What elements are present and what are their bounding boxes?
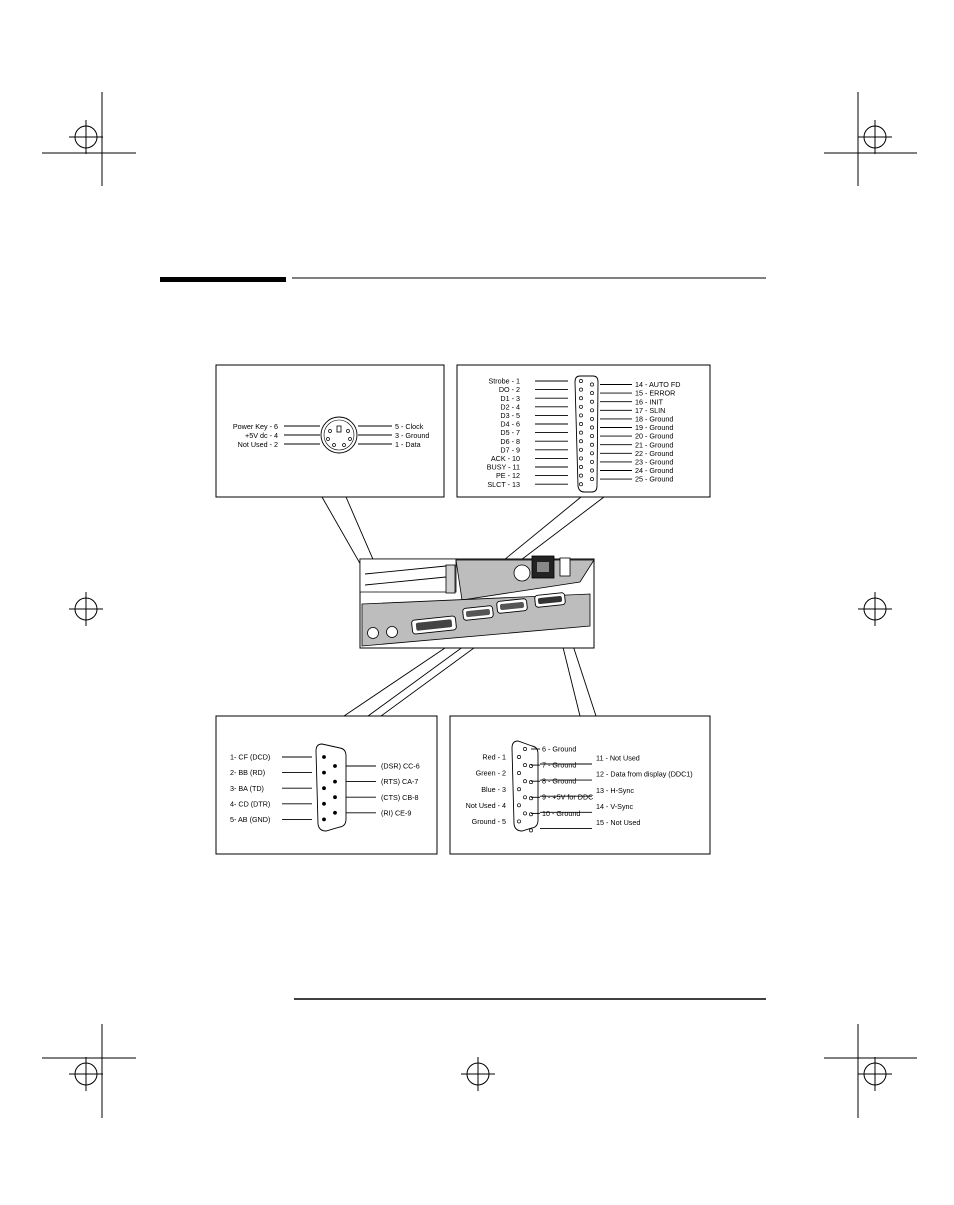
parallel-left-pin-label: D1 - 3 — [500, 393, 520, 403]
serial-left-pin-label: 5- AB (GND) — [230, 815, 271, 824]
parallel-right-pin-label: 19 - Ground — [635, 423, 674, 433]
parallel-right-pin-label: 20 - Ground — [635, 431, 674, 441]
serial-pin — [322, 802, 326, 806]
vga-right-pin-label: 13 - H-Sync — [596, 785, 634, 795]
parallel-left-pin-label: PE - 12 — [496, 471, 520, 481]
parallel-right-pin-label: 24 - Ground — [635, 466, 674, 476]
serial-pin — [333, 780, 337, 784]
serial-left-pin-label: 1- CF (DCD) — [230, 752, 271, 762]
parallel-right-pin-label: 14 - AUTO FD — [635, 380, 681, 390]
parallel-right-pin-label: 15 - ERROR — [635, 388, 676, 398]
parallel-left-pin-label: D7 - 9 — [500, 445, 520, 455]
parallel-right-pin-label: 22 - Ground — [635, 448, 674, 458]
serial-pin — [333, 764, 337, 768]
ps2-pin-4-label: +5V dc - 4 — [245, 431, 278, 440]
parallel-left-pin-label: ACK - 10 — [490, 454, 520, 463]
parallel-left-pin-label: D5 - 7 — [500, 428, 520, 438]
parallel-right-pin-label: 21 - Ground — [635, 440, 674, 450]
serial-pin — [333, 795, 337, 799]
vga-right-pin-label: 14 - V-Sync — [596, 801, 634, 811]
parallel-left-pin-label: DO - 2 — [498, 385, 520, 395]
serial-left-pin-label: 4- CD (DTR) — [230, 799, 271, 809]
serial-right-pin-label: (DSR) CC-6 — [381, 761, 420, 771]
vga-middle-pin-label: 8 - Ground — [542, 776, 577, 786]
vga-connector-outline — [512, 741, 538, 831]
ps2-pin-6-label: Power Key - 6 — [232, 422, 278, 431]
vga-left-pin-label: Ground - 5 — [471, 817, 506, 826]
parallel-right-pin-label: 23 - Ground — [635, 457, 674, 467]
vga-middle-pin-label: 6 - Ground — [542, 744, 577, 754]
vga-left-pin-label: Green - 2 — [475, 768, 506, 778]
parallel-connector-box — [457, 365, 710, 497]
vga-middle-pin-label: 9 - +5V for DDC — [542, 792, 594, 802]
serial-pin — [322, 755, 326, 759]
serial-pin — [322, 771, 326, 775]
vga-connector-box — [450, 716, 710, 854]
parallel-left-pin-label: BUSY - 11 — [486, 462, 520, 472]
parallel-left-pin-label: D4 - 6 — [500, 419, 520, 429]
parallel-right-pin-label: 25 - Ground — [635, 474, 674, 484]
serial-pin — [333, 811, 337, 815]
computer-back-panel — [360, 556, 594, 648]
vga-left-pin-label: Blue - 3 — [481, 784, 506, 794]
parallel-right-pin-label: 16 - INIT — [635, 397, 663, 407]
ps2-pin-2-label: Not Used - 2 — [237, 440, 278, 449]
parallel-right-pin-label: 18 - Ground — [635, 414, 674, 424]
ps2-connector-outline — [321, 417, 357, 453]
vga-right-pin-label: 15 - Not Used — [596, 818, 641, 827]
ps2-connector-box — [216, 365, 444, 497]
serial-connector-outline — [316, 744, 346, 831]
parallel-connector-outline — [575, 376, 598, 492]
vga-left-pin-label: Red - 1 — [482, 752, 506, 762]
vga-middle-pin-label: 10 - Ground — [542, 808, 581, 818]
vga-right-pin-label: 12 - Data from display (DDC1) — [596, 769, 693, 779]
parallel-right-pin-label: 17 - SLIN — [635, 405, 666, 415]
ps2-pin-1-label: 1 - Data — [395, 440, 421, 449]
parallel-left-pin-label: D6 - 8 — [500, 436, 520, 446]
serial-connector-box — [216, 716, 437, 854]
serial-right-pin-label: (CTS) CB-8 — [381, 792, 419, 802]
ps2-pin-5-label: 5 - Clock — [395, 422, 424, 431]
ps2-pin-3-label: 3 - Ground — [395, 431, 430, 440]
serial-left-pin-label: 3- BA (TD) — [230, 783, 264, 793]
vga-middle-pin-label: 7 - Ground — [542, 760, 577, 770]
parallel-left-pin-label: D3 - 5 — [500, 411, 520, 420]
serial-pin — [322, 818, 326, 822]
serial-right-pin-label: (RTS) CA-7 — [381, 777, 419, 787]
parallel-left-pin-label: D2 - 4 — [500, 402, 520, 412]
vga-left-pin-label: Not Used - 4 — [465, 800, 506, 810]
parallel-left-pin-label: Strobe - 1 — [488, 376, 520, 386]
serial-pin — [322, 786, 326, 790]
serial-right-pin-label: (RI) CE-9 — [381, 808, 412, 818]
header-bar — [160, 277, 286, 282]
parallel-left-pin-label: SLCT - 13 — [487, 479, 520, 489]
vga-right-pin-label: 11 - Not Used — [596, 753, 640, 763]
serial-left-pin-label: 2- BB (RD) — [230, 768, 266, 778]
